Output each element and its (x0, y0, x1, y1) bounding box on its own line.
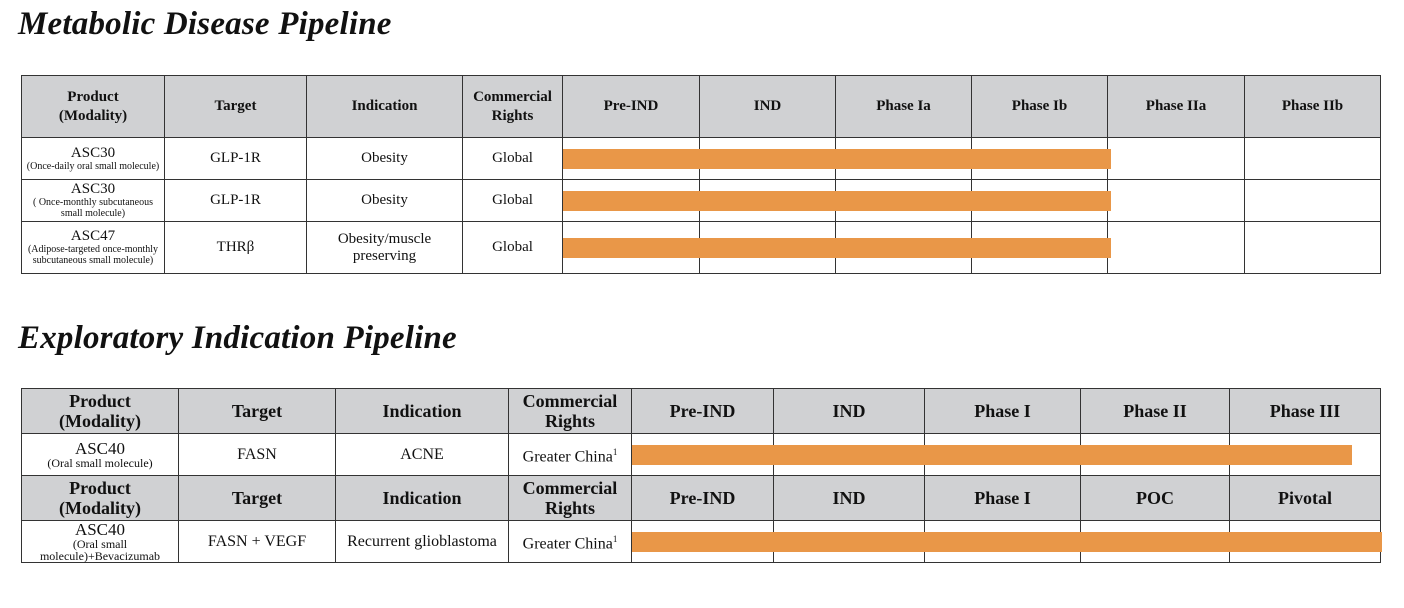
product-cell: ASC30 ( Once-monthly subcutaneous small molecule) (22, 180, 165, 222)
target-cell: FASN + VEGF (179, 521, 336, 563)
header-commercial-rights: Commercial Rights (509, 389, 632, 434)
table-header-row (22, 389, 1381, 434)
header-phase: Phase IIb (1245, 76, 1381, 138)
metabolic-pipeline-title: Metabolic Disease Pipeline (18, 6, 392, 42)
product-cell: ASC47 (Adipose-targeted once-monthly subcutaneous small molecule) (22, 222, 165, 274)
indication-cell: Obesity (307, 180, 463, 222)
target-cell: FASN (179, 434, 336, 476)
header-phase: Pivotal (1230, 476, 1381, 521)
exploratory-pipeline-table (21, 388, 1381, 563)
target-cell: GLP-1R (165, 138, 307, 180)
footnote-marker: 1 (612, 533, 618, 544)
rights-cell: Global (463, 222, 563, 274)
header-phase: IND (774, 389, 925, 434)
footnote-marker: 1 (612, 446, 618, 457)
header-target: Target (165, 76, 307, 138)
header-phase: Phase II (1081, 389, 1230, 434)
header-commercial-rights: Commercial Rights (509, 476, 632, 521)
progress-bar (563, 149, 1111, 169)
header-phase: Pre-IND (563, 76, 700, 138)
metabolic-pipeline-table (21, 75, 1381, 274)
target-cell: GLP-1R (165, 180, 307, 222)
header-target: Target (179, 389, 336, 434)
rights-cell: Global (463, 138, 563, 180)
header-phase: Phase I (925, 476, 1081, 521)
indication-cell: Recurrent glioblastoma (336, 521, 509, 563)
header-commercial-rights: Commercial Rights (463, 76, 563, 138)
exploratory-pipeline-title: Exploratory Indication Pipeline (18, 320, 457, 356)
header-product: Product (Modality) (22, 76, 165, 138)
progress-bar (563, 238, 1111, 258)
header-phase: POC (1081, 476, 1230, 521)
progress-bar (563, 191, 1111, 211)
rights-cell: Global (463, 180, 563, 222)
header-phase: Pre-IND (632, 476, 774, 521)
target-cell: THRβ (165, 222, 307, 274)
header-phase: Phase IIa (1108, 76, 1245, 138)
header-phase: IND (774, 476, 925, 521)
product-cell: ASC40 (Oral small molecule)+Bevacizumab (22, 521, 179, 563)
header-phase: Phase Ia (836, 76, 972, 138)
header-phase: Pre-IND (632, 389, 774, 434)
product-cell: ASC30 (Once-daily oral small molecule) (22, 138, 165, 180)
table-row (22, 222, 1381, 274)
progress-bar (632, 532, 1382, 552)
table-header-row (22, 476, 1381, 521)
indication-cell: Obesity/muscle preserving (307, 222, 463, 274)
table-row (22, 180, 1381, 222)
table-row (22, 434, 1381, 476)
header-phase: Phase Ib (972, 76, 1108, 138)
header-phase: Phase III (1230, 389, 1381, 434)
table-row (22, 138, 1381, 180)
header-target: Target (179, 476, 336, 521)
header-indication: Indication (336, 389, 509, 434)
header-product: Product (Modality) (22, 476, 179, 521)
rights-cell: Greater China$^1$ (509, 434, 632, 476)
rights-cell: Greater China$^1$ (509, 521, 632, 563)
header-product: Product (Modality) (22, 389, 179, 434)
header-indication: Indication (336, 476, 509, 521)
indication-cell: Obesity (307, 138, 463, 180)
header-phase: IND (700, 76, 836, 138)
product-cell: ASC40 (Oral small molecule) (22, 434, 179, 476)
header-phase: Phase I (925, 389, 1081, 434)
indication-cell: ACNE (336, 434, 509, 476)
header-indication: Indication (307, 76, 463, 138)
table-header-row (22, 76, 1381, 138)
table-row (22, 521, 1381, 563)
progress-bar (632, 445, 1352, 465)
